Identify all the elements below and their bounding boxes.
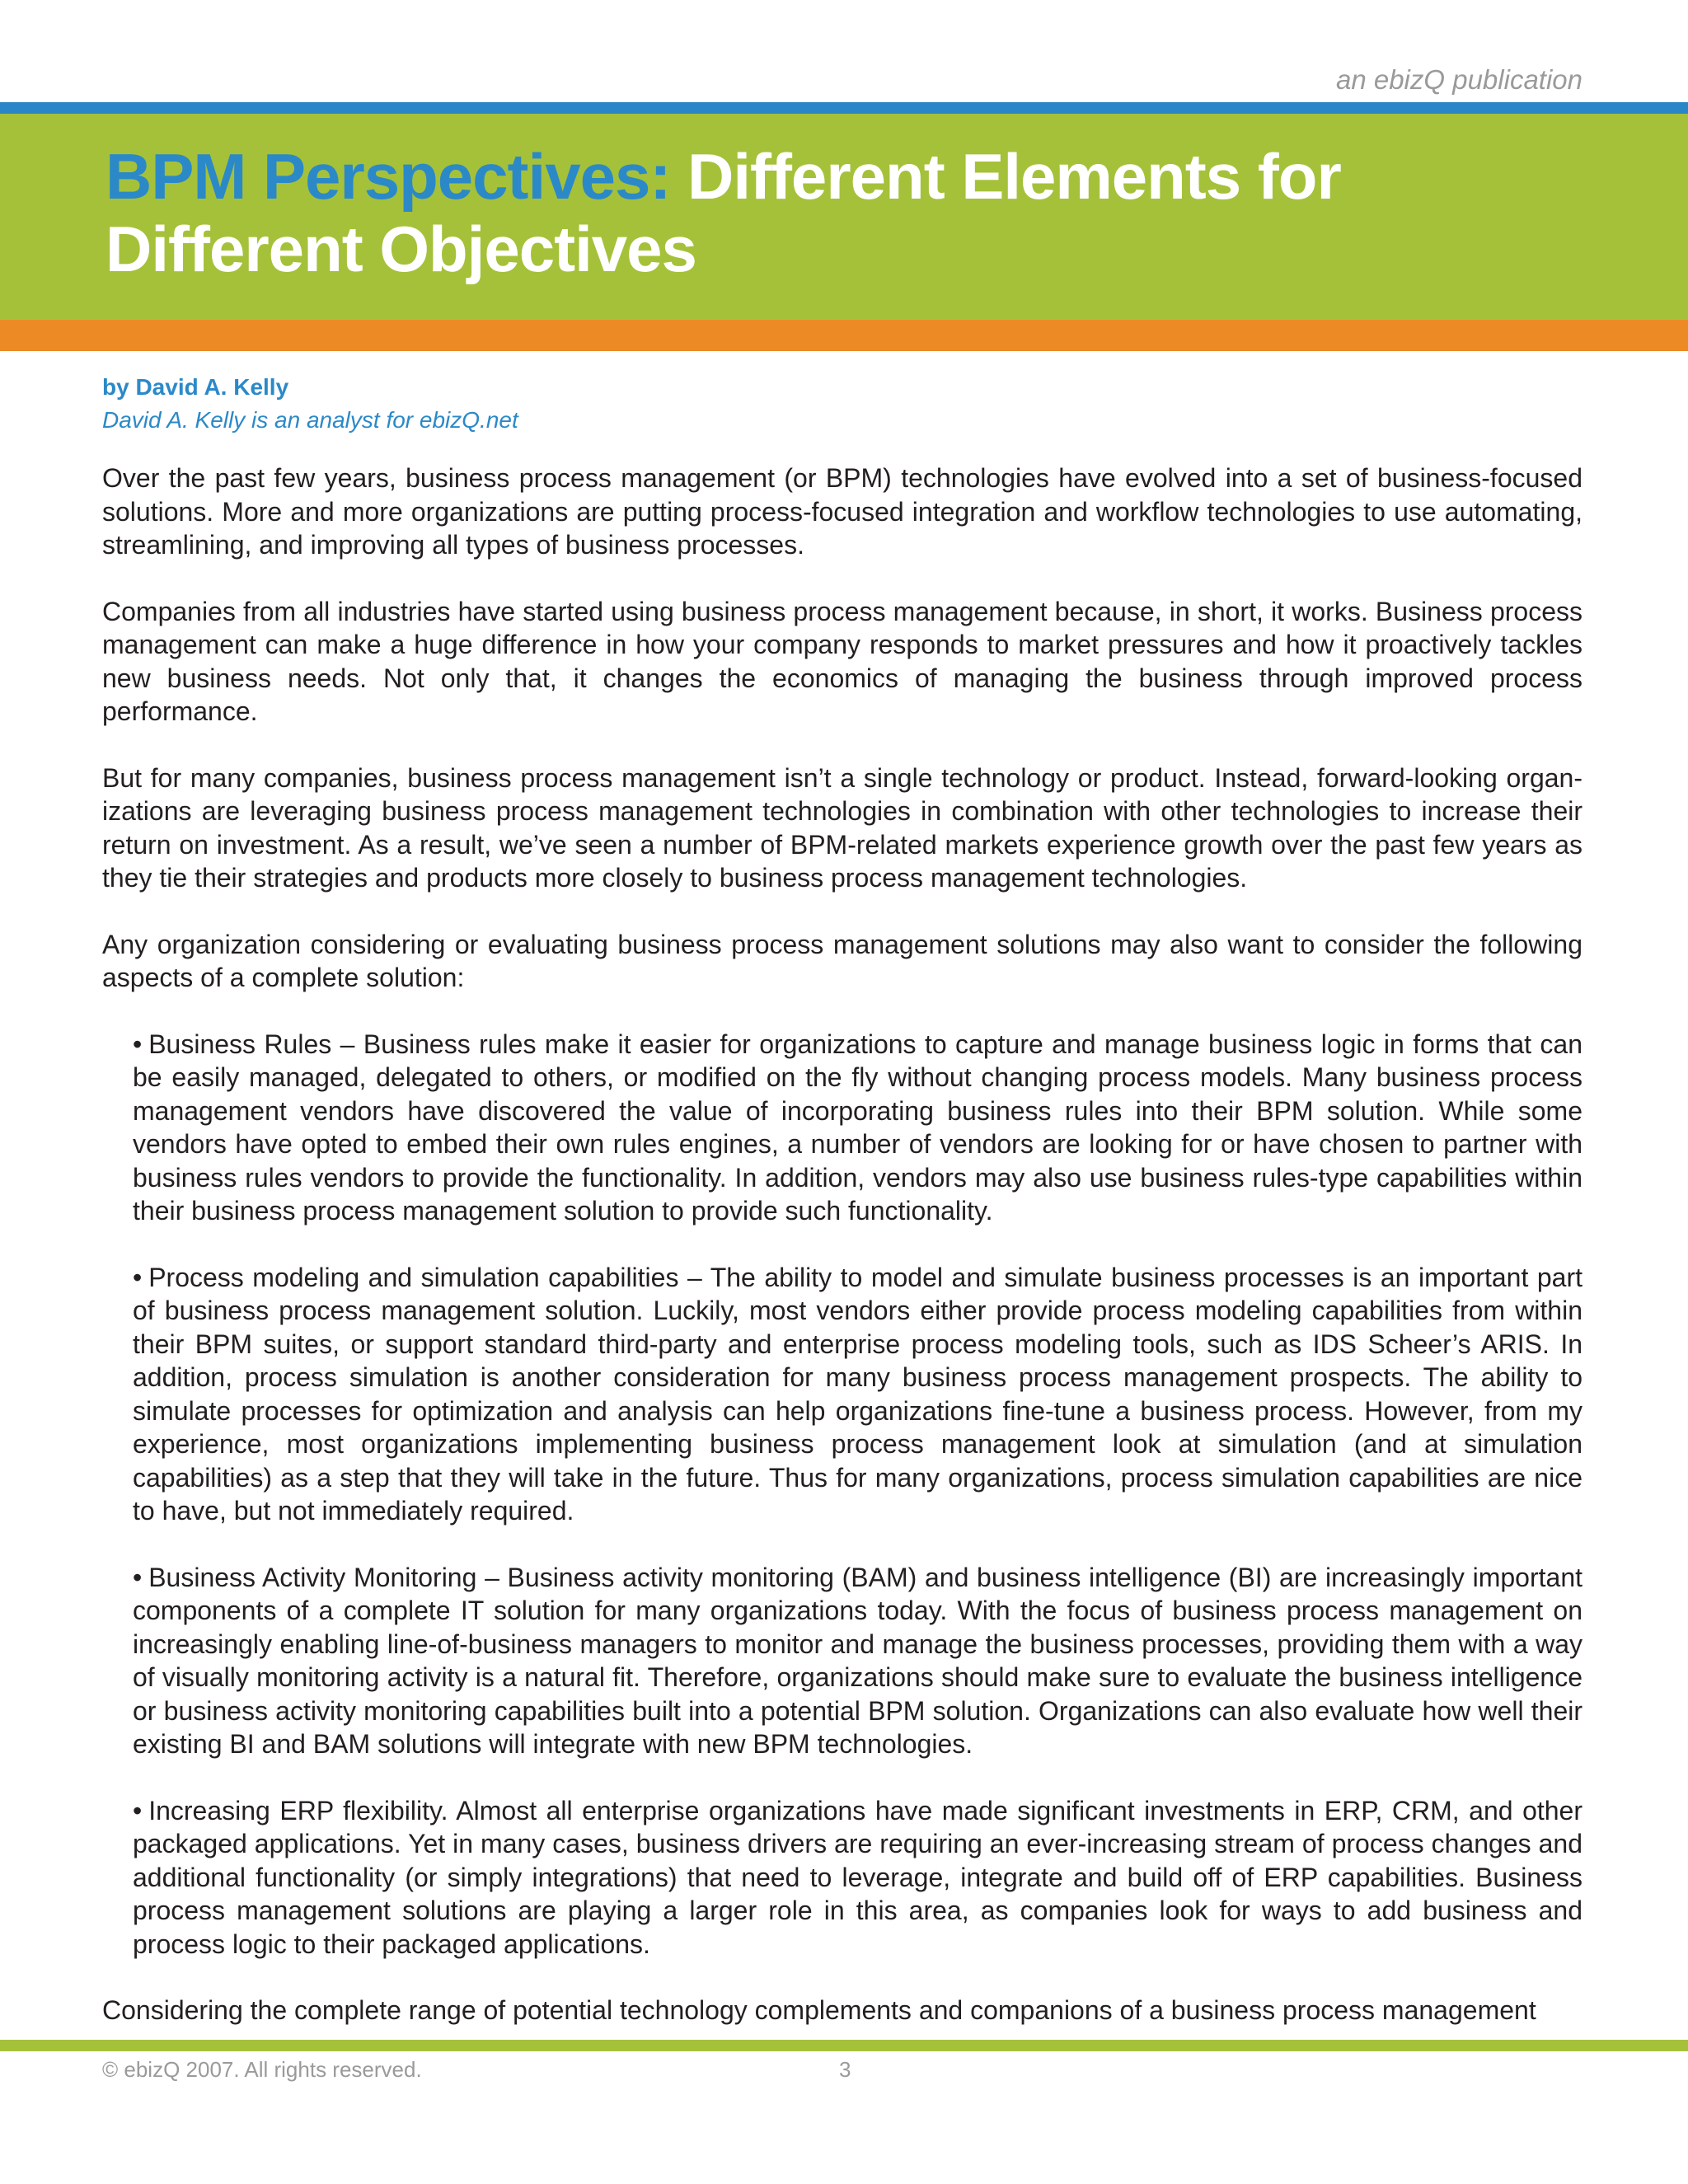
byline: [102, 371, 1586, 437]
paragraph: Over the past few years, business process management (or BPM) technologies have evolved into a set of business-focused solutions. More and more organizations are putting process-focused integration and workflow technologies to use automating, streamlining, and improving all types of business processes.: [102, 463, 1582, 560]
article-body: [102, 462, 1582, 2027]
list-item-text: Increasing ERP flexibility. Almost all enterprise organizations have made significant investments in ERP, CRM, and other packaged applications. Yet in many cases, business drivers are requiring an ever-increasing stream of process changes and additional functionality (or simply integrations) that need to leverage, integrate and build off of ERP capabilities. Business process management solutions are playing a larger role in this area, as companies look for ways to add business and process logic to their packaged applications.: [133, 1795, 1582, 1959]
header-orange-stripe: [0, 320, 1688, 351]
bullet-icon: •: [133, 1262, 143, 1292]
list-item-text: Business Rules – Business rules make it easier for organizations to capture and manage business logic in forms that can be easily managed, delegated to others, or modified on the fly without changing process models. Many business process management vendors have discovered the value of incorporating business rules into their BPM solution. While some vendors have opted to embed their own rules engines, a number of vendors are looking for or have chosen to partner with business rules vendors to provide the functionality. In addition, vendors may also use business rules-type capabilities within their business process management solution to provide such functionality.: [133, 1029, 1582, 1226]
paragraph: Companies from all industries have started using business process management because, in short, it works. Business process management can make a huge difference in how your company responds to market pressures and how it proactively tackles new business needs. Not only that, it changes the economics of managing the business through improved process performance.: [102, 596, 1582, 726]
author-name: by David A. Kelly: [102, 374, 289, 400]
list-item: [133, 1561, 1582, 1761]
header-blue-stripe: [0, 102, 1688, 114]
page-title: [106, 140, 1589, 285]
title-series-label: BPM Perspectives:: [106, 140, 671, 213]
page-number: 3: [839, 2057, 851, 2082]
bullet-icon: •: [133, 1562, 143, 1592]
list-item-text: Business Activity Monitoring – Business activity monitoring (BAM) and business intelligence (BI) are increasingly important components of a complete IT solution for many organizations today. With the focus of business process management on increasingly enabling line-of-business managers to monitor and manage the business processes, providing them with a way of visually monitoring activity is a natural fit. Therefore, organizations should make sure to evaluate the business intelligence or business activity monitoring capabilities built into a potential BPM solution. Organizations can also evaluate how well their existing BI and BAM solutions will integrate with new BPM technologies.: [133, 1562, 1582, 1759]
list-item: [133, 1261, 1582, 1528]
bullet-icon: •: [133, 1795, 143, 1825]
list-item-text: Process modeling and simulation capabilities – The ability to model and simulate business processes is an important part of business process management solution. Luckily, most vendors either provide process modeling capabilities from within their BPM suites, or support standard third-party and enterprise process modeling tools, such as IDS Scheer’s ARIS. In addition, process simulation is another consideration for many business process management prospects. The ability to simulate processes for optimization and analysis can help organizations fine-tune a business process. However, from my experience, most organizations implementing business process management look at simulation (and at simulation capabilities) as a step that they will take in the future. Thus for many organizations, process simulation capabilities are nice to have, but not immediately required.: [133, 1262, 1582, 1526]
footer-copyright: © ebizQ 2007. All rights reserved.: [102, 2057, 422, 2082]
closing-paragraph: Considering the complete range of potential technology complements and companions of a business process management: [102, 1995, 1536, 2025]
bullet-icon: •: [133, 1029, 143, 1059]
title-main: Different Elements for Different Objectives: [106, 140, 1341, 285]
aspects-list: [102, 1028, 1582, 1961]
publication-tagline: an ebizQ publication: [1335, 64, 1582, 95]
list-item: [133, 1028, 1582, 1228]
list-item: [133, 1794, 1582, 1961]
paragraph: Any organization considering or evaluating business process management solutions may also want to consider the following aspects of a complete solution:: [102, 929, 1582, 992]
footer-green-rule: [0, 2040, 1688, 2051]
author-bio: David A. Kelly is an analyst for ebizQ.net: [102, 407, 518, 433]
paragraph: But for many companies, business process management isn’t a single technology or product. Instead, forward-looking organizations are leveraging business process management technologies in combination with other technologies to increase their return on investment. As a result, we’ve seen a number of BPM-related markets experience growth over the past few years as they tie their strategies and products more closely to business process management technologies.: [102, 762, 1582, 893]
